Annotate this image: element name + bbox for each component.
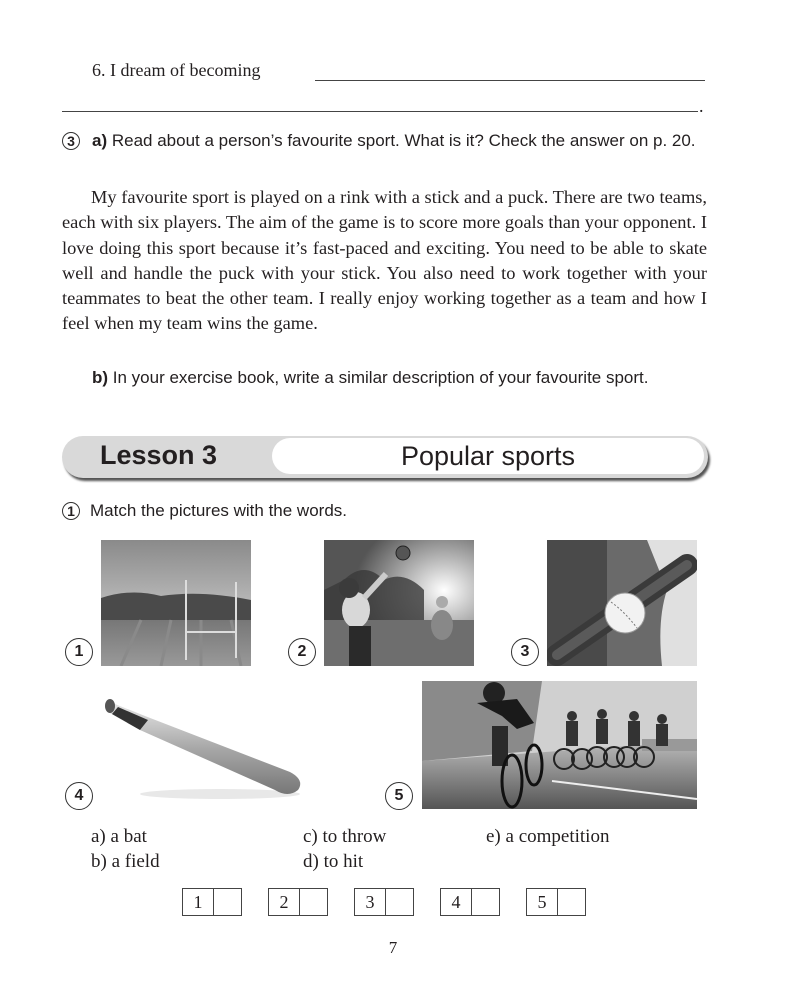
answer-box-number: 2	[269, 889, 300, 915]
end-mark: .	[699, 96, 704, 116]
answer-box-4[interactable]	[440, 888, 500, 916]
option-letter: d)	[303, 851, 319, 872]
word-option-e	[486, 826, 609, 848]
lesson-banner	[62, 436, 708, 478]
word-option-d	[303, 851, 363, 873]
part-b-label: b)	[92, 368, 109, 387]
option-letter: b)	[91, 851, 107, 872]
answer-box-3[interactable]	[354, 888, 414, 916]
page-number: 7	[388, 938, 398, 957]
option-letter: e)	[486, 826, 501, 847]
answer-box-number: 4	[441, 889, 472, 915]
answer-box-input[interactable]	[558, 889, 585, 915]
option-letter: a)	[91, 826, 106, 847]
word-option-b	[91, 851, 160, 873]
part-a-text: Read about a person’s favourite sport. What is it? Check the answer on p. 20.	[107, 131, 696, 150]
answer-box-number: 5	[527, 889, 558, 915]
lesson-title: Popular sports	[272, 438, 704, 474]
picture-number-badge-4: 4	[65, 782, 93, 810]
answer-line-1[interactable]	[315, 80, 705, 81]
option-text: a competition	[505, 826, 610, 847]
picture-throwing	[324, 540, 474, 666]
word-option-a	[91, 826, 147, 848]
part-b-text: In your exercise book, write a similar description of your favourite sport.	[108, 368, 649, 387]
instruction-text: Match the pictures with the words.	[90, 501, 348, 520]
answer-box-5[interactable]	[526, 888, 586, 916]
answer-box-2[interactable]	[268, 888, 328, 916]
answer-box-input[interactable]	[214, 889, 241, 915]
option-text: a field	[111, 851, 160, 872]
part-a-label: a)	[92, 131, 108, 150]
exercise-number-badge: 1	[62, 502, 80, 520]
answer-box-1[interactable]	[182, 888, 242, 916]
picture-baseball-bat	[100, 690, 315, 800]
picture-cycling-race	[422, 681, 697, 809]
picture-rugby-field	[101, 540, 251, 666]
answer-box-input[interactable]	[300, 889, 327, 915]
answer-line-2[interactable]	[62, 111, 698, 112]
answer-box-input[interactable]	[472, 889, 499, 915]
picture-number-badge-5: 5	[385, 782, 413, 810]
exercise-number-badge: 3	[62, 132, 80, 150]
reading-paragraph: My favourite sport is played on a rink with a stick and a puck. There are two teams, each with six players. The aim of the game is to score more goals than your opponent. I love doing this sport because it’s fast-paced and exciting. You need to be able to skate well and handle the puck with your stick. You also need to work together with your teammates to beat the other team. I really enjoy working together as a team and how I feel when my team wins the game.	[62, 187, 707, 334]
option-letter: c)	[303, 826, 318, 847]
item-6-prompt: 6. I dream of becoming	[92, 60, 261, 80]
answer-box-number: 3	[355, 889, 386, 915]
answer-box-number: 1	[183, 889, 214, 915]
option-text: a bat	[110, 826, 147, 847]
word-option-c	[303, 826, 386, 848]
exercise-3-part-b	[92, 366, 707, 390]
lesson-label: Lesson 3	[100, 440, 218, 470]
picture-baseball-hit	[547, 540, 697, 666]
picture-number-badge-2: 2	[288, 638, 316, 666]
option-text: to hit	[323, 851, 364, 872]
answer-box-input[interactable]	[386, 889, 413, 915]
picture-number-badge-3: 3	[511, 638, 539, 666]
picture-number-badge-1: 1	[65, 638, 93, 666]
option-text: to throw	[322, 826, 387, 847]
